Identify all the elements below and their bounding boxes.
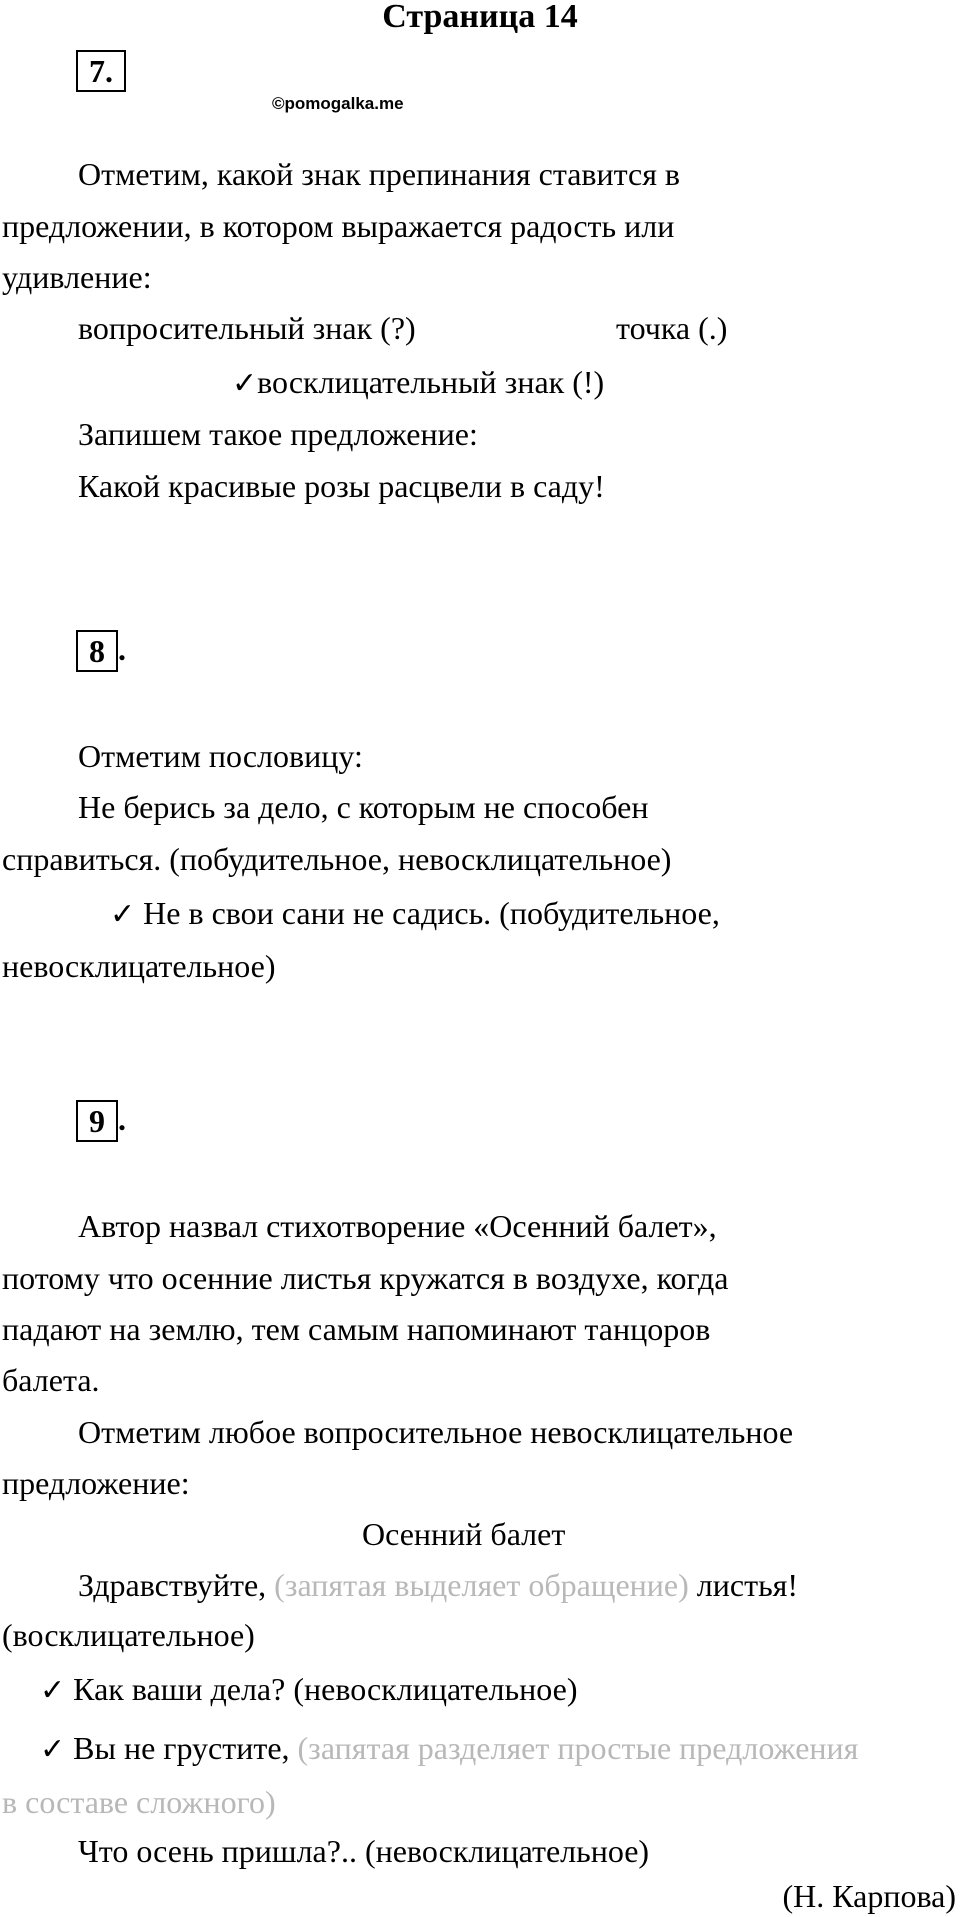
- task9-line-4: балета.: [2, 1362, 100, 1398]
- task8-line-2: Не берись за дело, с которым не способен: [78, 789, 649, 825]
- task7-line-4: Запишем такое предложение:: [78, 416, 478, 452]
- poem-line-1: [78, 1569, 798, 1601]
- task7-option-period: точка (.): [616, 310, 728, 346]
- task-number-9: 9: [76, 1100, 118, 1142]
- task9-line-6: предложение:: [2, 1465, 190, 1501]
- check-mark-icon: ✓: [40, 1732, 66, 1767]
- task8-line-5: невосклицательное): [2, 948, 276, 984]
- task7-line-5: Какой красивые розы расцвели в саду!: [78, 468, 605, 504]
- task8-line-4-text: Не в свои сани не садись. (побудительное,: [143, 895, 720, 931]
- task7-option-exclamation-label: восклицательный знак (!): [257, 364, 605, 400]
- task9-number-dot: .: [118, 1101, 126, 1137]
- poem-line-2: (восклицательное): [2, 1617, 255, 1653]
- poem-line-3: [40, 1673, 577, 1706]
- task7-line-1: Отметим, какой знак препинания ставится в: [78, 156, 681, 192]
- task9-line-1: Автор назвал стихотворение «Осенний балет»,: [78, 1208, 717, 1244]
- task8-line-3: справиться. (побудительное, невосклицательное): [2, 841, 672, 877]
- poem-title: Осенний балет: [362, 1516, 566, 1552]
- task9-line-5: Отметим любое вопросительное невосклицательное: [78, 1414, 794, 1450]
- poem-line-4: [40, 1732, 858, 1765]
- task-number-7: 7.: [76, 50, 126, 92]
- watermark: ©pomogalka.me: [272, 94, 404, 113]
- check-mark-icon: ✓: [40, 1673, 66, 1708]
- page-title: Страница 14: [382, 0, 578, 35]
- poem-line-1-start: Здравствуйте,: [78, 1567, 275, 1603]
- poem-line-5: в составе сложного): [2, 1784, 276, 1820]
- poem-line-6: Что осень пришла?.. (невосклицательное): [78, 1833, 650, 1869]
- task8-line-4: [110, 897, 720, 930]
- task-number-8: 8: [76, 630, 118, 672]
- task7-option-question: вопросительный знак (?): [78, 310, 416, 346]
- comment-comma-complex: (запятая разделяет простые предложения: [297, 1730, 859, 1766]
- task8-line-1: Отметим пословицу:: [78, 738, 363, 774]
- poem-author: (Н. Карпова): [782, 1878, 956, 1914]
- task8-number-dot: .: [118, 631, 126, 667]
- poem-line-3-text: Как ваши дела? (невосклицательное): [73, 1671, 578, 1707]
- poem-line-4-start: Вы не грустите,: [73, 1730, 298, 1766]
- comment-comma-address: (запятая выделяет обращение): [274, 1567, 689, 1603]
- task9-line-3: падают на землю, тем самым напоминают танцоров: [2, 1311, 711, 1347]
- task7-option-exclamation: [232, 366, 604, 399]
- poem-line-1-end: листья!: [688, 1567, 799, 1603]
- task7-line-2: предложении, в котором выражается радость или: [2, 208, 675, 244]
- task7-line-3: удивление:: [2, 259, 152, 295]
- task9-line-2: потому что осенние листья кружатся в воздухе, когда: [2, 1260, 729, 1296]
- check-mark-icon: ✓: [110, 897, 136, 932]
- check-mark-icon: ✓: [232, 366, 258, 401]
